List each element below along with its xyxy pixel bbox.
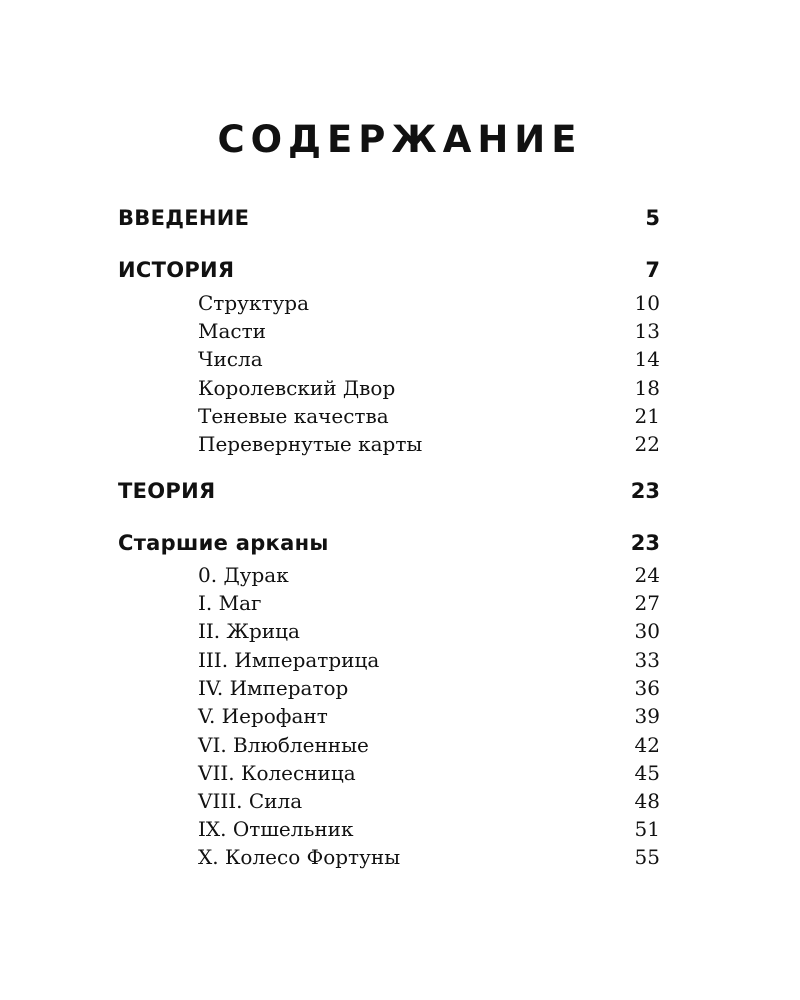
- section-label: ИСТОРИЯ: [118, 258, 235, 282]
- toc-entry[interactable]: [198, 759, 660, 787]
- entry-page-number: 21: [634, 404, 660, 428]
- section-label: Старшие арканы: [118, 531, 329, 555]
- toc-entry[interactable]: [198, 646, 660, 674]
- entry-page-number: 30: [634, 619, 660, 643]
- entry-label: Теневые качества: [198, 404, 389, 428]
- entry-page-number: 36: [634, 676, 660, 700]
- entry-label: VIII. Сила: [198, 789, 303, 813]
- entry-label: 0. Дурак: [198, 563, 289, 587]
- entry-page-number: 39: [634, 704, 660, 728]
- toc-section-theory[interactable]: [118, 476, 660, 506]
- entry-page-number: 14: [634, 347, 660, 371]
- section-label: ТЕОРИЯ: [118, 479, 216, 503]
- toc-title: СОДЕРЖАНИЕ: [217, 118, 583, 161]
- toc-entry[interactable]: [198, 731, 660, 759]
- entry-page-number: 33: [634, 648, 660, 672]
- entry-label: II. Жрица: [198, 619, 300, 643]
- toc-entry[interactable]: [198, 430, 660, 458]
- toc-section-history[interactable]: [118, 255, 660, 285]
- toc-entry[interactable]: [198, 617, 660, 645]
- section-page-number: 23: [630, 479, 660, 503]
- toc-entry[interactable]: [198, 787, 660, 815]
- toc-section-major-arcana[interactable]: [118, 528, 660, 558]
- toc-entry[interactable]: [198, 561, 660, 589]
- section-page-number: 5: [645, 206, 660, 230]
- entry-page-number: 55: [634, 845, 660, 869]
- entry-page-number: 22: [634, 432, 660, 456]
- entry-page-number: 42: [634, 733, 660, 757]
- entry-label: VI. Влюбленные: [198, 733, 369, 757]
- entry-label: III. Императрица: [198, 648, 380, 672]
- section-page-number: 7: [645, 258, 660, 282]
- entry-label: Королевский Двор: [198, 376, 396, 400]
- toc-entry[interactable]: [198, 374, 660, 402]
- toc-entry[interactable]: [198, 815, 660, 843]
- toc-entry[interactable]: [198, 402, 660, 430]
- entry-label: X. Колесо Фортуны: [198, 845, 401, 869]
- toc-entry[interactable]: [198, 674, 660, 702]
- section-label: ВВЕДЕНИЕ: [118, 206, 250, 230]
- toc-entry[interactable]: [198, 289, 660, 317]
- entry-page-number: 45: [634, 761, 660, 785]
- toc-entry[interactable]: [198, 702, 660, 730]
- section-page-number: 23: [630, 531, 660, 555]
- entry-label: Масти: [198, 319, 266, 343]
- entry-page-number: 27: [634, 591, 660, 615]
- toc-entry[interactable]: [198, 345, 660, 373]
- entry-label: IV. Император: [198, 676, 349, 700]
- entry-label: IX. Отшельник: [198, 817, 354, 841]
- entry-page-number: 48: [634, 789, 660, 813]
- entry-label: Структура: [198, 291, 309, 315]
- toc-entry[interactable]: [198, 589, 660, 617]
- toc-entry[interactable]: [198, 317, 660, 345]
- entry-label: V. Иерофант: [198, 704, 328, 728]
- entry-label: Перевернутые карты: [198, 432, 423, 456]
- entry-page-number: 18: [634, 376, 660, 400]
- entry-page-number: 13: [634, 319, 660, 343]
- entry-page-number: 51: [634, 817, 660, 841]
- entry-label: Числа: [198, 347, 263, 371]
- toc-entry[interactable]: [198, 843, 660, 871]
- entry-page-number: 10: [634, 291, 660, 315]
- entry-label: VII. Колесница: [198, 761, 356, 785]
- entry-page-number: 24: [634, 563, 660, 587]
- toc-section-introduction[interactable]: [118, 203, 660, 233]
- entry-label: I. Маг: [198, 591, 262, 615]
